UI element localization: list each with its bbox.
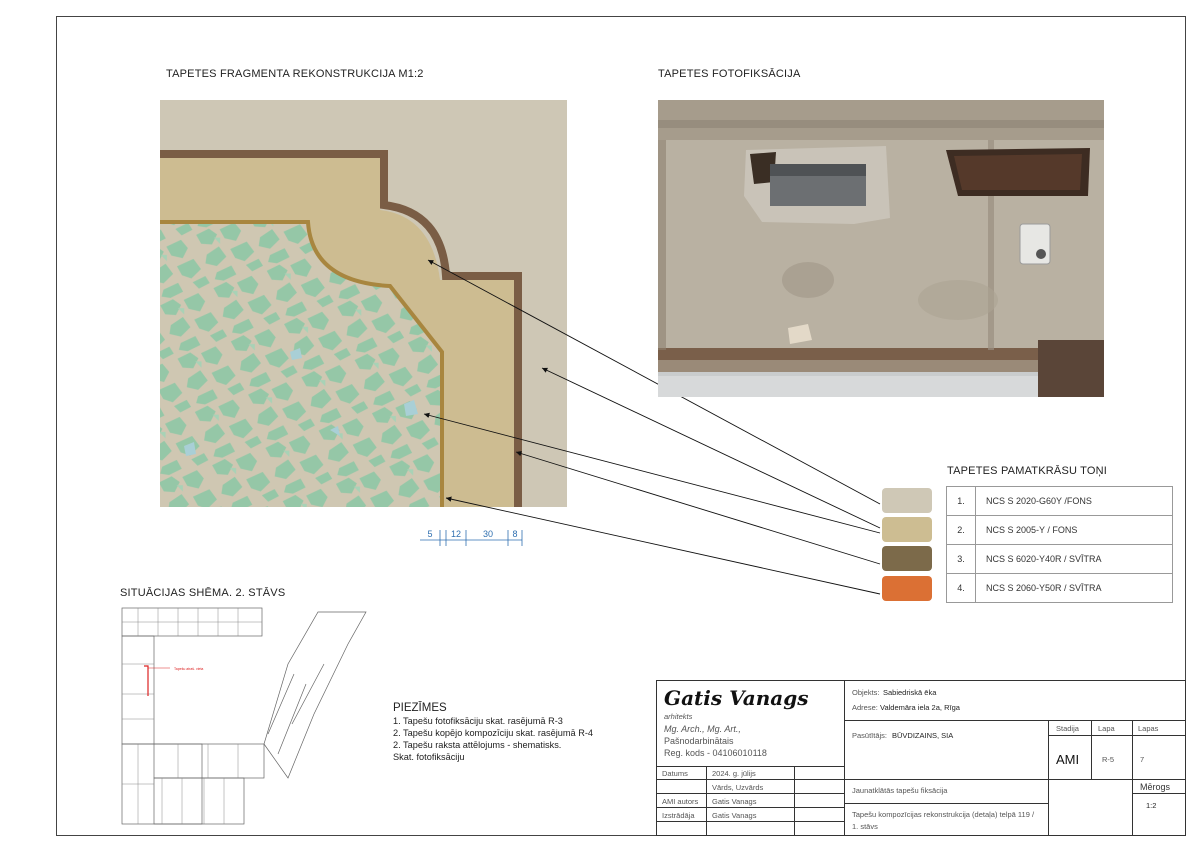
palette-heading: TAPETES PAMATKRĀSU TOŅI — [947, 465, 1108, 477]
palette-code: NCS S 6020-Y40R / SVĪTRA — [976, 545, 1173, 574]
adrese-value: Valdemāra iela 2a, Rīga — [880, 703, 960, 712]
swatch-4 — [882, 576, 932, 601]
palette-code: NCS S 2005-Y / FONS — [976, 516, 1173, 545]
stadija-value: AMI — [1056, 752, 1080, 767]
palette-num: 1. — [947, 487, 976, 516]
ami-label: AMI autors — [662, 797, 699, 806]
dimension-8: 8 — [512, 529, 518, 539]
notes-line: 2. Tapešu kopējo kompozīciju skat. rasējumā R-4 — [393, 728, 594, 738]
palette-num: 4. — [947, 574, 976, 603]
izstradaja-value: Gatis Vanags — [712, 811, 757, 820]
dimension-5: 5 — [427, 529, 433, 539]
situation-heading: SITUĀCIJAS SHĒMA. 2. STĀVS — [120, 587, 286, 599]
architect-role: arhitekts — [664, 712, 693, 721]
dimension-30: 30 — [482, 529, 494, 539]
description-3: 1. stāvs — [852, 822, 878, 831]
datums-value: 2024. g. jūlijs — [712, 769, 756, 778]
merogs-label: Mērogs — [1140, 782, 1171, 792]
palette-row — [947, 487, 1173, 516]
palette-row — [947, 574, 1173, 603]
notes-title: PIEZĪMES — [393, 702, 447, 714]
plan-note: Tapešu atraš. vieta — [174, 667, 204, 671]
wallpaper-photo — [658, 100, 1104, 397]
izstradaja-label: Izstrādāja — [662, 811, 695, 820]
palette-row — [947, 516, 1173, 545]
architect-logo: Gatis Vanags — [664, 686, 809, 710]
photo-heading: TAPETES FOTOFIKSĀCIJA — [658, 68, 801, 80]
architect-regcode: Reg. kods - 04106010118 — [664, 748, 767, 758]
description-2: Tapešu kompozīcijas rekonstrukcija (detaļa) telpā 119 / — [852, 810, 1035, 819]
palette-num: 2. — [947, 516, 976, 545]
vards-label: Vārds, Uzvārds — [712, 783, 764, 792]
lapa-value: R-5 — [1102, 755, 1115, 764]
palette-num: 3. — [947, 545, 976, 574]
notes-line: 1. Tapešu fotofiksāciju skat. rasējumā R-3 — [393, 716, 563, 726]
palette-code: NCS S 2060-Y50R / SVĪTRA — [976, 574, 1173, 603]
notes-line: Skat. fotofiksāciju — [393, 752, 465, 762]
dimension-line — [420, 530, 522, 546]
objekts-label: Objekts: — [852, 688, 880, 697]
palette-table — [946, 486, 1173, 603]
notes-block — [393, 702, 593, 763]
adrese-label: Adrese: — [852, 703, 878, 712]
pasutitajs-value: BŪVDIZAINS, SIA — [892, 731, 954, 740]
ami-value: Gatis Vanags — [712, 797, 757, 806]
pasutitajs-label: Pasūtītājs: — [852, 731, 888, 740]
palette-row — [947, 545, 1173, 574]
floor-plan — [118, 604, 370, 830]
lapa-label: Lapa — [1098, 724, 1115, 733]
datums-label: Datums — [662, 769, 688, 778]
notes-line: 2. Tapešu raksta attēlojums - shematisks. — [393, 740, 562, 750]
stadija-label: Stadija — [1056, 724, 1079, 733]
swatch-3 — [882, 546, 932, 571]
swatch-1 — [882, 488, 932, 513]
swatch-2 — [882, 517, 932, 542]
description-1: Jaunatklātās tapešu fiksācija — [852, 786, 948, 795]
architect-status: Pašnodarbinātais — [664, 736, 734, 746]
lapas-value: 7 — [1140, 755, 1145, 764]
lapas-label: Lapas — [1138, 724, 1159, 733]
dimension-12: 12 — [450, 529, 462, 539]
objekts-value: Sabiedriskā ēka — [883, 688, 937, 697]
merogs-value: 1:2 — [1146, 801, 1157, 810]
reconstruction-heading: TAPETES FRAGMENTA REKONSTRUKCIJA M1:2 — [166, 68, 424, 80]
architect-degree: Mg. Arch., Mg. Art., — [664, 724, 741, 734]
palette-code: NCS S 2020-G60Y /FONS — [976, 487, 1173, 516]
